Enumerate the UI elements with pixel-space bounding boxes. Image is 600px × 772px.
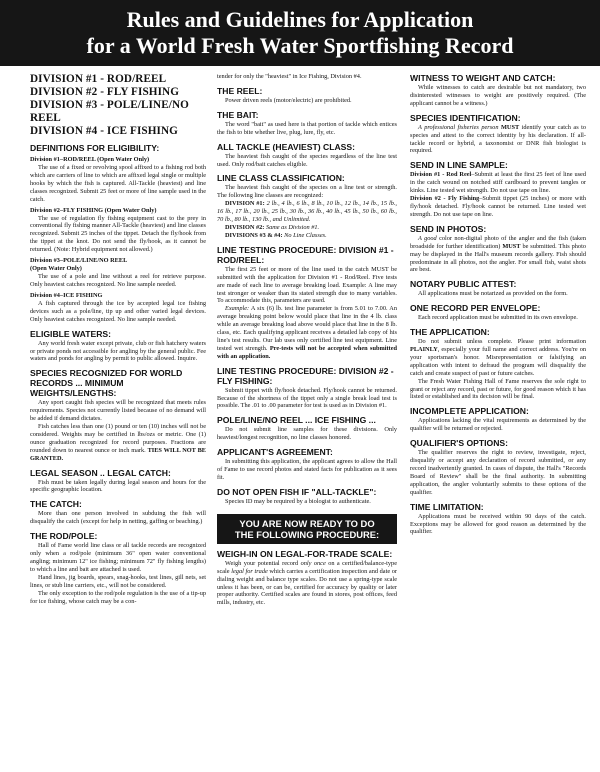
text-photos — [410, 235, 586, 275]
text-send-line-division-1 — [410, 171, 586, 195]
text-application-1 — [410, 338, 586, 378]
text-continuation: tender for only the "heaviest" in Ice Fishing, Division #4. — [217, 73, 362, 80]
text-photos-must: MUST — [502, 242, 521, 250]
heading-applicant-agreement: APPLICANT'S AGREEMENT: — [217, 447, 333, 458]
text-division-3: The use of a pole and line without a reel for retrieve purpose. Only heaviest catches recognized. No line sample needed. — [30, 273, 206, 288]
text-rod-pole-2: Hand lines, jig boards, spears, snag-hooks, test lines, gill nets, set lines, or stub line carriers, etc., will not be considered. — [30, 573, 206, 589]
text-send-line-division-2-body: –Submit tippet (25 inches) or more with fly/hook detached. Fly/hook cannot be returned. Line tested wet strength. Do not use tape on line. — [410, 195, 586, 218]
division-list — [30, 73, 206, 138]
text-ties-warning: TIES WILL NOT BE GRANTED. — [30, 446, 206, 462]
text-the-reel: Power driven reels (motor/electric) are prohibited. — [225, 96, 352, 104]
heading-send-line: SEND IN LINE SAMPLE: — [410, 160, 508, 171]
text-weigh-in-only-once: only once — [300, 559, 326, 567]
heading-definitions: DEFINITIONS FOR ELIGIBILITY: — [30, 143, 160, 153]
body-columns — [30, 73, 586, 763]
heading-species: SPECIES RECOGNIZED FOR WORLD RECORDS ... MINIMUM WEIGHTS/LENGTHS: — [30, 368, 183, 399]
text-weigh-in-legal-for-trade: legal for trade — [231, 567, 268, 575]
heading-the-catch: THE CATCH: — [30, 499, 82, 510]
subheading-division-4: Division #4–ICE FISHING — [30, 291, 103, 299]
text-weigh-in-c: which carries a certification inspection and date or dialing weight and balance type scales. Do not use a spring-type scale unless it has been, or can be, certified for accuracy by quality or later proper authority. Certified scales are found in stores, post offices, feed mills, industry, etc. — [217, 567, 397, 607]
heading-incomplete: INCOMPLETE APPLICATION: — [410, 406, 529, 417]
text-line-testing-example — [217, 305, 397, 360]
text-division-4: A fish captured through the ice by accepted legal ice fishing devices such as a pole/line, tip up and other varied legal devices. Only heaviest catches recognized. No line sample needed. — [30, 299, 206, 323]
text-species-id-body: identify your catch as to species and attest to the correct identity by his declaration. If all-tackle record or hybrid, a taxonomist or DNR fish biologist is required. — [410, 123, 586, 155]
text-qualifier: The qualifier reserves the right to review, investigate, reject, disqualify or accept any declaration of record submitted, or any record inadvertently granted. In cases of dispute, the Hall's "Records Board of Review" shall be the final authority. In submitting application, the angler voluntarily submits to these options of the qualifier. — [410, 449, 586, 496]
values-line-class-division-2: Same as Division #1. — [265, 223, 320, 231]
text-line-class-division-34 — [217, 232, 397, 240]
values-line-class-division-1: 2 lb., 4 lb., 6 lb., 8 lb., 10 lb., 12 lb., 14 lb., 15 lb., 16 lb., 17 lb., 20 lb., 25 lb., 30 lb., 36 lb., 40 lb., 45 lb., 50 lb., 60 lb., 70 lb., 80 lb., 130 lb., and Unlimited. — [217, 200, 397, 224]
label-example: Example: — [225, 305, 250, 313]
text-eligible-waters: Any world fresh water except private, club or fish hatchery waters or private ponds not accessible for angling by the general public. Fee waters and ponds for angling by permit to public allowed. Inquire. — [30, 339, 206, 363]
text-time-limit: Applications must be received within 90 days of the catch. Exceptions may be allowed for good reason as determined by the qualifier. — [410, 512, 586, 536]
heading-species-id: SPECIES IDENTIFICATION: — [410, 112, 521, 123]
text-weigh-in — [217, 560, 397, 607]
procedure-banner — [217, 514, 397, 544]
heading-qualifier: QUALIFIER'S OPTIONS: — [410, 438, 509, 449]
text-application-plainly: PLAINLY — [410, 346, 438, 354]
text-photos-b: be submitted. This photo may be displayed in the Hall's museum records gallery. Fish should predominate in all photos, not the angler. For small fish, waist shots are best. — [410, 242, 586, 274]
division-3: DIVISION #3 - POLE/LINE/NO REEL — [30, 99, 189, 124]
text-photos-good: A good — [418, 234, 437, 242]
text-notary: All applications must be notarized as provided on the form. — [418, 290, 568, 298]
heading-eligible-waters: ELIGIBLE WATERS: — [30, 328, 112, 339]
text-rod-pole-1: Hall of Fame world line class or all tackle records are recognized only when a rod/pole (minimum 36" open water conventional angling; minimum 12" ice fishing; minimum 72" fly fishing lengths) to which a line and bait are attached is used. — [30, 542, 206, 573]
text-send-line-division-1-body: –Submit at least the first 25 feet of line used in the catch wound on notched stiff cardboard to prevent tangles or kinks. Line tested wet strength. Do not use tape on line. — [410, 171, 586, 195]
subheading-division-3: Division #3–POLE/LINE/NO REEL — [30, 257, 128, 265]
text-photos-a: color non-digital photo of the angler and the fish (taken broadside for further identification) — [410, 234, 586, 250]
text-legal-season: Fish must be taken legally during legal season and hours for the specific geographic location. — [30, 478, 206, 494]
division-2: DIVISION #2 - FLY FISHING — [30, 86, 180, 98]
header-banner — [0, 0, 600, 66]
heading-witness: WITNESS TO WEIGHT AND CATCH: — [410, 73, 556, 83]
text-one-record: Each record application must be submitted in its own envelope. — [418, 314, 578, 322]
heading-pole-ice: POLE/LINE/NO REEL ... ICE FISHING ... — [217, 415, 376, 426]
text-line-testing-division-2: Submit tippet with fly/hook detached. Fly/hook cannot be returned. Because of the shortness of the tippet only a single break load test is possible. The .01 to .00 parameter for test is used as in Division #1. — [217, 386, 397, 410]
text-applicant-agreement: In submitting this application, the applicant agrees to allow the Hall of Fame to use record photos and stated facts for publication as it sees fit. — [217, 458, 397, 481]
text-species-1: Any sport caught fish species will be recognized that meets rules requirements. Species not currently listed because of no demand will be added if demand dictates. — [30, 399, 206, 423]
heading-legal-season: LEGAL SEASON .. LEGAL CATCH: — [30, 467, 171, 478]
label-line-class-division-1: DIVISION #1: — [225, 200, 265, 208]
procedure-banner-line2: THE FOLLOWING PROCEDURE: — [234, 528, 380, 540]
text-species-2-body: Fish catches less than one (1) pound or ten (10) inches will not be considered. Weights may be certified in lbs/ozs or metric. One (1) ounce graduation recognized for record purposes. Fractions are rounded down to nearest ounce or inch mark. — [30, 423, 206, 454]
text-incomplete: Applications lacking the vital requirements as determined by the qualifier will be returned or rejected. — [410, 417, 586, 433]
text-weigh-in-a: Weigh your potential record — [225, 559, 299, 567]
heading-line-testing-division-2: LINE TESTING PROCEDURE: DIVISION #2 - FLY FISHING: — [217, 365, 394, 386]
column-3 — [410, 73, 586, 536]
heading-time-limit: TIME LIMITATION: — [410, 501, 484, 512]
heading-the-bait: THE BAIT: — [217, 109, 259, 120]
heading-notary: NOTARY PUBLIC ATTEST: — [410, 279, 517, 290]
column-1 — [30, 73, 206, 605]
division-4: DIVISION #4 - ICE FISHING — [30, 125, 178, 137]
text-division-2: The use of regulation fly fishing equipment cast to the prey in conventional fly fishing manner All-Tackle (heaviest) and line classes recognized. Submit 25 inches of the tippet. Detach the fly/hook from the tippet at the knot. Do not send the fly/hook, as it cannot be returned. (Note: Hybrid equipment not allowed.) — [30, 214, 206, 254]
text-line-class-division-1 — [217, 200, 397, 224]
label-send-line-division-1: Division #1 - Rod Reel — [410, 171, 472, 179]
text-send-line-division-2 — [410, 195, 586, 219]
division-1: DIVISION #1 - ROD/REEL — [30, 73, 167, 85]
label-line-class-division-34: DIVISIONS #3 & #4: — [225, 231, 283, 239]
heading-rod-pole: THE ROD/POLE: — [30, 531, 98, 542]
heading-all-tackle: ALL TACKLE (HEAVIEST) CLASS: — [217, 141, 355, 152]
heading-one-record: ONE RECORD PER ENVELOPE: — [410, 303, 541, 314]
text-pretests-warning: Pre-tests will not be accepted when submitted with an application. — [217, 344, 397, 360]
text-witness: While witnesses to catch are desirable but not mandatory, two disinterested witnesses to weight are positively required. (The applicant cannot be a witness.) — [410, 84, 586, 107]
subheading-division-2: Division #2–FLY FISHING (Open Water Only) — [30, 206, 157, 214]
text-line-testing-division-1: The first 25 feet or more of the line used in the catch MUST be submitted with the application for Division #1 - Rod/Reel. Five tests are made of each line to average breaking load. Example: A line may test stronger or weaker than its stated strength due to many variables. To accommodate this, parameters are used. — [217, 265, 397, 305]
label-line-class-division-2: DIVISION #2: — [225, 223, 265, 231]
heading-the-reel: THE REEL: — [217, 85, 263, 96]
text-pole-ice: Do not submit line samples for these divisions. Only heaviest/longest recognition, no line classes honored. — [217, 426, 397, 442]
text-rod-pole-3: The only exception to the rod/pole regulation is the use of a tip-up for ice fishing, whose catch may be a con- — [30, 589, 206, 605]
heading-weigh-in: WEIGH-IN ON LEGAL-FOR-TRADE SCALE: — [217, 548, 393, 559]
text-line-class-division-2 — [217, 224, 397, 232]
text-example-body: A six (6) lb. test line parameter is from 5.01 to 7.00. An average breaking point below would place that line in the 4 lb. class while an average breaking load above would place that line in the 8 lb. class, etc. Each qualifying applicant receives a detailed lab copy of his line's test results. Our lab uses only certified line test equipment. Line tested wet strength. — [217, 305, 397, 352]
text-species-id-pro: A professional fisheries person — [418, 123, 499, 131]
heading-do-not-open: DO NOT OPEN FISH IF "ALL-TACKLE": — [217, 486, 377, 497]
heading-line-testing-division-1: LINE TESTING PROCEDURE: DIVISION #1 - ROD/REEL: — [217, 244, 394, 265]
text-species-2 — [30, 423, 206, 463]
heading-line-class: LINE CLASS CLASSIFICATION: — [217, 173, 345, 184]
text-line-class: The heaviest fish caught of the species on a line test or strength. The following line classes are recognized: — [217, 184, 397, 200]
text-do-not-open: Species ID may be required by a biologist to authenticate. — [225, 497, 371, 505]
text-the-bait: The word "bait" as used here is that portion of tackle which entices the fish to bite whether live, plug, lure, fly, etc. — [217, 120, 397, 136]
text-weigh-in-b: on a certified/balance-type scale — [217, 559, 397, 575]
text-all-tackle: The heaviest fish caught of the species regardless of the line test used. Only rod/bait catches eligible. — [217, 152, 397, 168]
text-the-catch: More than one person involved in subduing the fish will disqualify the catch (except for help in netting, gaffing or beaching.) — [30, 510, 206, 526]
page-title-line1: Rules and Guidelines for Application — [126, 7, 474, 32]
page-title-line2: for a World Fresh Water Sportfishing Record — [86, 33, 514, 58]
text-species-id — [410, 124, 586, 156]
procedure-banner-line1: YOU ARE NOW READY TO DO — [239, 517, 375, 529]
subheading-division-1: Division #1–ROD/REEL (Open Water Only) — [30, 156, 150, 163]
text-application-a: Do not submit unless complete. Please print information — [418, 338, 586, 346]
label-send-line-division-2: Division #2 - Fly Fishing — [410, 195, 480, 203]
text-application-b: , especially your full name and correct address. You're on your sportsman's honor. Misrepresentation or falsifying an application with intent to defraud the program will disqualify the catch and create suspect of past or future catches. — [410, 346, 586, 377]
subheading-division-3-note: (Open Water Only) — [30, 265, 82, 273]
text-species-id-must: MUST — [500, 123, 520, 131]
values-line-class-division-34: No Line Classes. — [284, 231, 327, 239]
heading-application: THE APPLICATION: — [410, 327, 490, 338]
text-division-1: The use of a fixed or revolving spool affixed to a fishing rod both which are carriers of line to which are affixed legal single or multiple hooks by which the fish is captured. All-Tackle (heaviest) and line classes recognized. Submit 25 feet or more of line sample used in the catch. — [30, 164, 206, 203]
column-2 — [217, 73, 397, 607]
heading-photos: SEND IN PHOTOS: — [410, 223, 487, 234]
text-application-2: The Fresh Water Fishing Hall of Fame reserves the sole right to grant or reject any record, past or future, for good reason which it has listed or established and its decision will be final. — [410, 377, 586, 401]
